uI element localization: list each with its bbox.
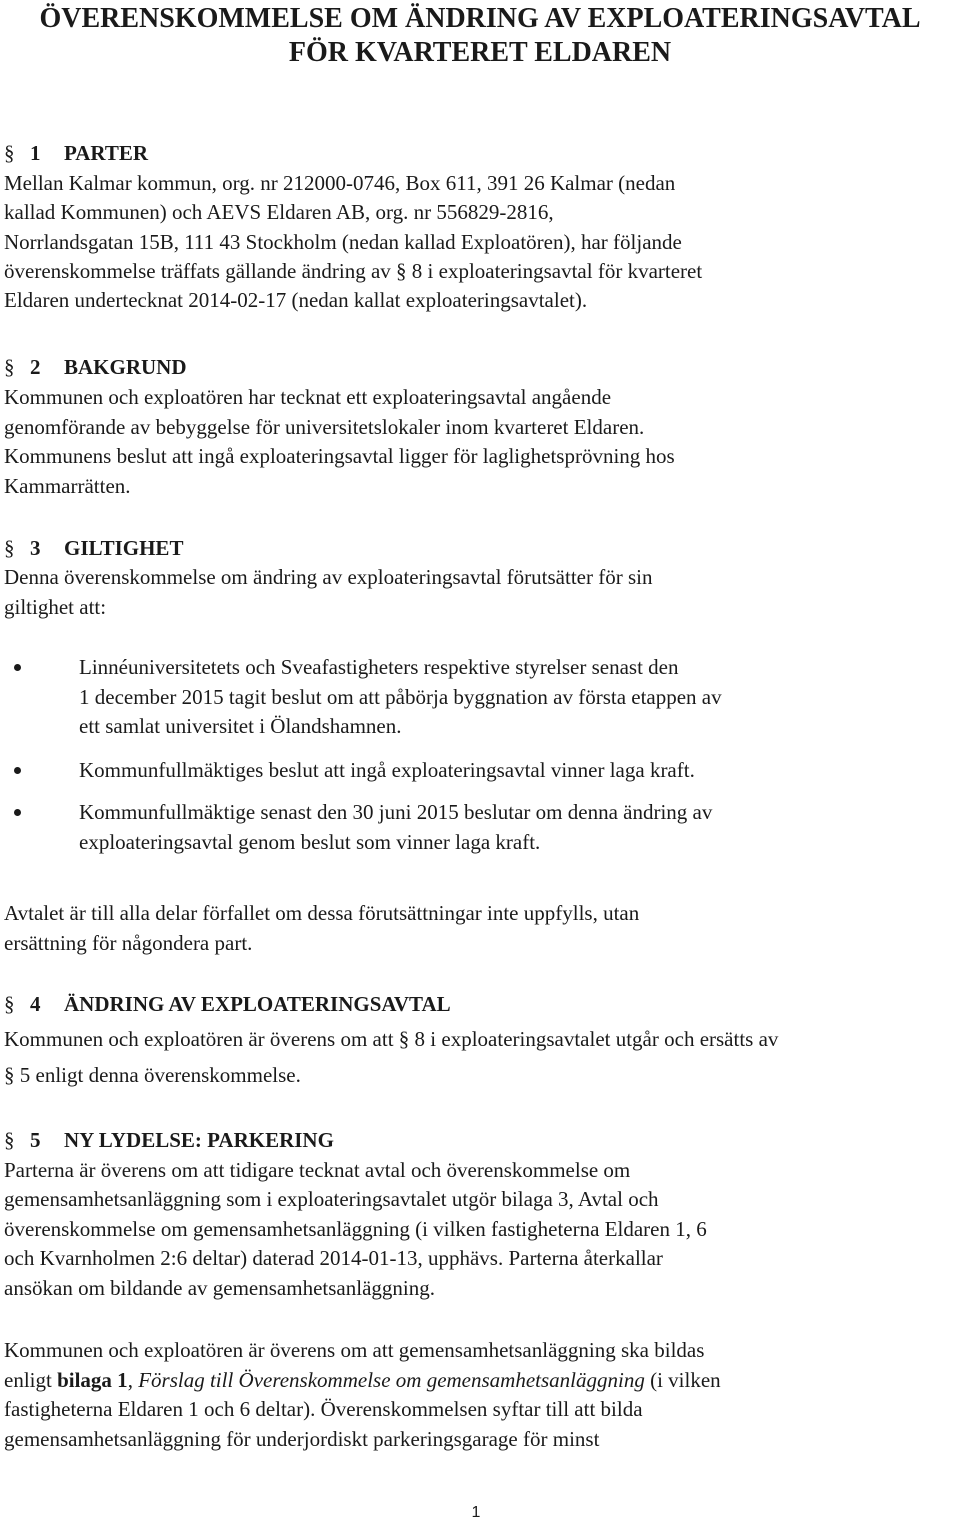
- section-3-closing-line: ersättning för någondera part.: [4, 931, 253, 955]
- section-1-text-line: Eldaren undertecknat 2014-02-17 (nedan kallat exploateringsavtalet).: [4, 288, 588, 312]
- section-4-text-line: Kommunen och exploatören är överens om att § 8 i exploateringsavtalet utgår och ersätts av: [4, 1027, 779, 1051]
- bullet-3-text-line: exploateringsavtal genom beslut som vinner laga kraft.: [79, 830, 541, 854]
- section-number: 1: [30, 141, 41, 165]
- section-2-text-line: Kammarrätten.: [4, 474, 131, 498]
- section-title: PARTER: [64, 141, 149, 165]
- text-span: (i vilken: [644, 1368, 721, 1392]
- text-span: enligt: [4, 1368, 58, 1392]
- section-3-intro-line: Denna överenskommelse om ändring av exploateringsavtal förutsätter för sin: [4, 565, 653, 589]
- document-title-reference: Förslag till Överenskommelse om gemensamhetsanläggning: [138, 1368, 645, 1392]
- section-5-para2-line: [4, 1366, 721, 1394]
- section-title: BAKGRUND: [64, 355, 187, 379]
- section-1-text-line: Norrlandsgatan 15B, 111 43 Stockholm (nedan kallad Exploatören), har följande: [4, 230, 682, 254]
- section-5-para2-line: fastigheterna Eldaren 1 och 6 deltar). Överenskommelsen syftar till att bilda: [4, 1397, 643, 1421]
- bullet-1-text-line: ett samlat universitet i Ölandshamnen.: [79, 714, 402, 738]
- section-3-heading: [4, 534, 183, 562]
- document-title-line-2: FÖR KVARTERET ELDAREN: [288, 37, 672, 68]
- bullet-1-text-line: 1 december 2015 tagit beslut om att påbörja byggnation av första etappen av: [79, 685, 722, 709]
- section-5-para2-line: gemensamhetsanläggning för underjordiskt parkeringsgarage för minst: [4, 1427, 600, 1451]
- section-title: GILTIGHET: [64, 536, 184, 560]
- section-number: 3: [30, 536, 41, 560]
- section-5-text-line: och Kvarnholmen 2:6 deltar) daterad 2014-01-13, upphävs. Parterna återkallar: [4, 1246, 663, 1270]
- section-5-heading: [4, 1126, 334, 1154]
- section-2-heading: [4, 353, 187, 381]
- section-4-text-line: § 5 enligt denna överenskommelse.: [4, 1063, 301, 1087]
- section-number: 4: [30, 992, 41, 1016]
- section-5-text-line: överenskommelse om gemensamhetsanläggning (i vilken fastigheterna Eldaren 1, 6: [4, 1217, 707, 1241]
- section-5-text-line: gemensamhetsanläggning som i exploateringsavtalet utgör bilaga 3, Avtal och: [4, 1187, 659, 1211]
- text-span: ,: [127, 1368, 139, 1392]
- document-title-line-1: ÖVERENSKOMMELSE OM ÄNDRING AV EXPLOATERINGSAVTAL: [39, 3, 921, 34]
- section-1-text-line: Mellan Kalmar kommun, org. nr 212000-0746, Box 611, 391 26 Kalmar (nedan: [4, 171, 676, 195]
- section-5-text-line: ansökan om bildande av gemensamhetsanläggning.: [4, 1276, 435, 1300]
- section-2-text-line: Kommunen och exploatören har tecknat ett exploateringsavtal angående: [4, 385, 612, 409]
- section-4-heading: [4, 990, 451, 1018]
- section-symbol: §: [4, 992, 15, 1016]
- section-3-intro-line: giltighet att:: [4, 595, 107, 619]
- section-number: 2: [30, 355, 41, 379]
- section-5-para2-line: Kommunen och exploatören är överens om att gemensamhetsanläggning ska bildas: [4, 1338, 705, 1362]
- page-number: 1: [471, 1504, 481, 1521]
- bilaga-reference: bilaga 1: [57, 1368, 128, 1392]
- section-title: ÄNDRING AV EXPLOATERINGSAVTAL: [64, 992, 451, 1016]
- section-2-text-line: Kommunens beslut att ingå exploateringsavtal ligger för laglighetsprövning hos: [4, 444, 675, 468]
- section-symbol: §: [4, 536, 15, 560]
- section-symbol: §: [4, 1128, 15, 1152]
- section-symbol: §: [4, 355, 15, 379]
- section-number: 5: [30, 1128, 41, 1152]
- section-title: NY LYDELSE: PARKERING: [64, 1128, 334, 1152]
- section-1-heading: [4, 139, 148, 167]
- section-1-text-line: överenskommelse träffats gällande ändring av § 8 i exploateringsavtal för kvarteret: [4, 259, 703, 283]
- section-2-text-line: genomförande av bebyggelse för universitetslokaler inom kvarteret Eldaren.: [4, 415, 645, 439]
- bullet-3-text-line: Kommunfullmäktige senast den 30 juni 2015 beslutar om denna ändring av: [79, 800, 713, 824]
- bullet-icon: [14, 767, 21, 774]
- section-5-text-line: Parterna är överens om att tidigare tecknat avtal och överenskommelse om: [4, 1158, 631, 1182]
- section-1-text-line: kallad Kommunen) och AEVS Eldaren AB, org. nr 556829-2816,: [4, 200, 554, 224]
- section-symbol: §: [4, 141, 15, 165]
- bullet-icon: [14, 664, 21, 671]
- bullet-icon: [14, 809, 21, 816]
- bullet-1-text-line: Linnéuniversitetets och Sveafastigheters respektive styrelser senast den: [79, 655, 679, 679]
- bullet-2-text-line: Kommunfullmäktiges beslut att ingå exploateringsavtal vinner laga kraft.: [79, 758, 695, 782]
- section-3-closing-line: Avtalet är till alla delar förfallet om dessa förutsättningar inte uppfylls, utan: [4, 901, 640, 925]
